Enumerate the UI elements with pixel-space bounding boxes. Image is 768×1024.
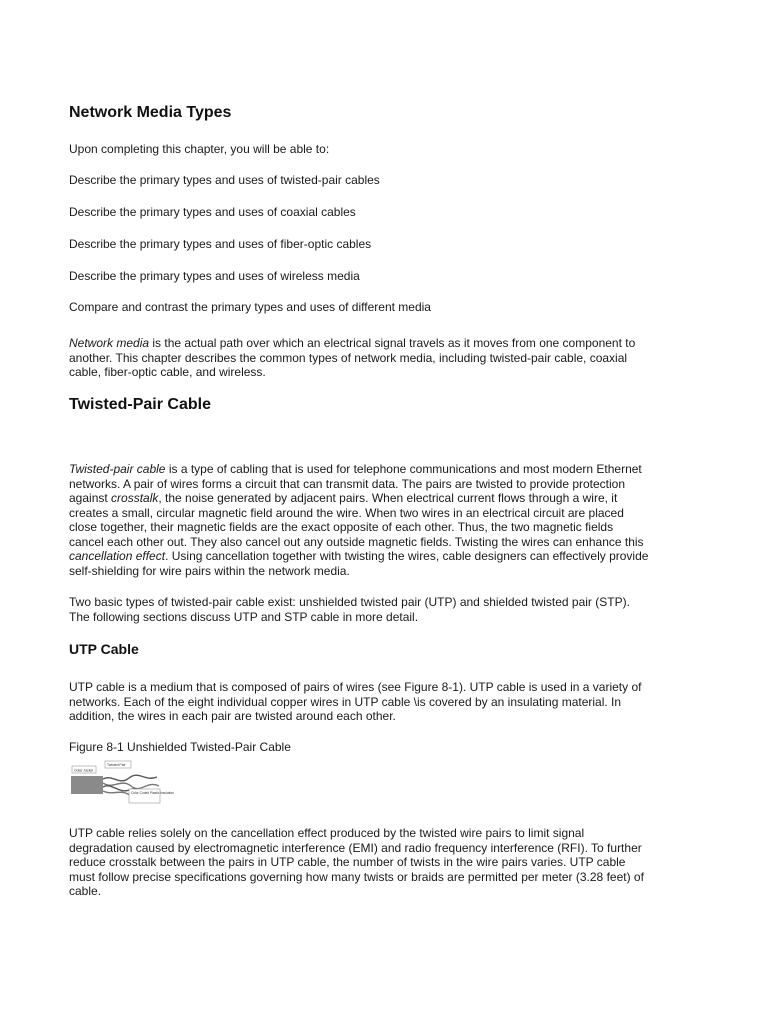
utp-reliance-paragraph: UTP cable relies solely on the cancellation effect produced by the twisted wire pairs to limit signal degradation caused by electromagnetic interference (EMI) and radio frequency interference (RFI). To further reduce crosstalk between the pairs in UTP cable, the number of twists in the wire pairs varies. UTP cable must follow precise specifications governing how many twists or braids are permitted per meter (3.28 feet) of cable. — [69, 826, 644, 898]
twisted-pair-paragraph: Twisted-pair cable is a type of cabling that is used for telephone communications and most modern Ethernet networks. A pair of wires forms a circuit that can transmit data. The pairs are twisted to provide protection against crosstalk, the noise generated by adjacent pairs. When electrical current flows through a wire, it creates a small, circular magnetic field around the wire. When two wires in an electrical circuit are placed close together, their magnetic fields are the exact opposite of each other. Thus, the two magnetic fields cancel each other out. They also cancel out any outside magnetic fields. Twisting the wires can enhance this cancellation effect. Using cancellation together with twisting the wires, cable designers can effectively provide self-shielding for wire pairs within the network media. — [69, 462, 649, 578]
figure-label: Outer Jacket — [74, 768, 94, 773]
network-media-paragraph: Network media is the actual path over which an electrical signal travels as it moves from one component to another. This chapter describes the common types of network media, including twisted-pair cable, coaxial cable, fiber-optic cable, and wireless. — [69, 336, 636, 379]
term-network-media: Network media — [69, 336, 150, 350]
objective-item: Describe the primary types and uses of fiber-optic cables — [69, 237, 372, 251]
objective-item: Describe the primary types and uses of coaxial cables — [69, 205, 356, 219]
chapter-title: Network Media Types — [69, 104, 232, 121]
section-heading-utp: UTP Cable — [69, 641, 139, 657]
utp-paragraph: UTP cable is a medium that is composed of pairs of wires (see Figure 8-1). UTP cable is used in a variety of networks. Each of the eight individual copper wires in UTP cable \is covered by an insulating material. In addition, the wires in each pair are twisted around each other. — [69, 680, 642, 723]
two-types-paragraph: Two basic types of twisted-pair cable exist: unshielded twisted pair (UTP) and shielded twisted pair (STP). The following sections discuss UTP and STP cable in more detail. — [69, 595, 630, 624]
figure-caption: Figure 8-1 Unshielded Twisted-Pair Cable — [69, 740, 291, 754]
objective-item: Compare and contrast the primary types and uses of different media — [69, 300, 431, 314]
utp-cable-figure — [69, 760, 174, 804]
cable-jacket-shape — [71, 776, 103, 794]
figure-label: Color-Coded Plastic Insulation — [131, 791, 174, 795]
objective-item: Describe the primary types and uses of twisted-pair cables — [69, 173, 380, 187]
figure-label: Twisted Pair — [107, 763, 126, 767]
section-heading-twisted-pair: Twisted-Pair Cable — [69, 396, 211, 413]
objective-item: Describe the primary types and uses of wireless media — [69, 269, 360, 283]
intro-text: Upon completing this chapter, you will be able to: — [69, 142, 330, 156]
